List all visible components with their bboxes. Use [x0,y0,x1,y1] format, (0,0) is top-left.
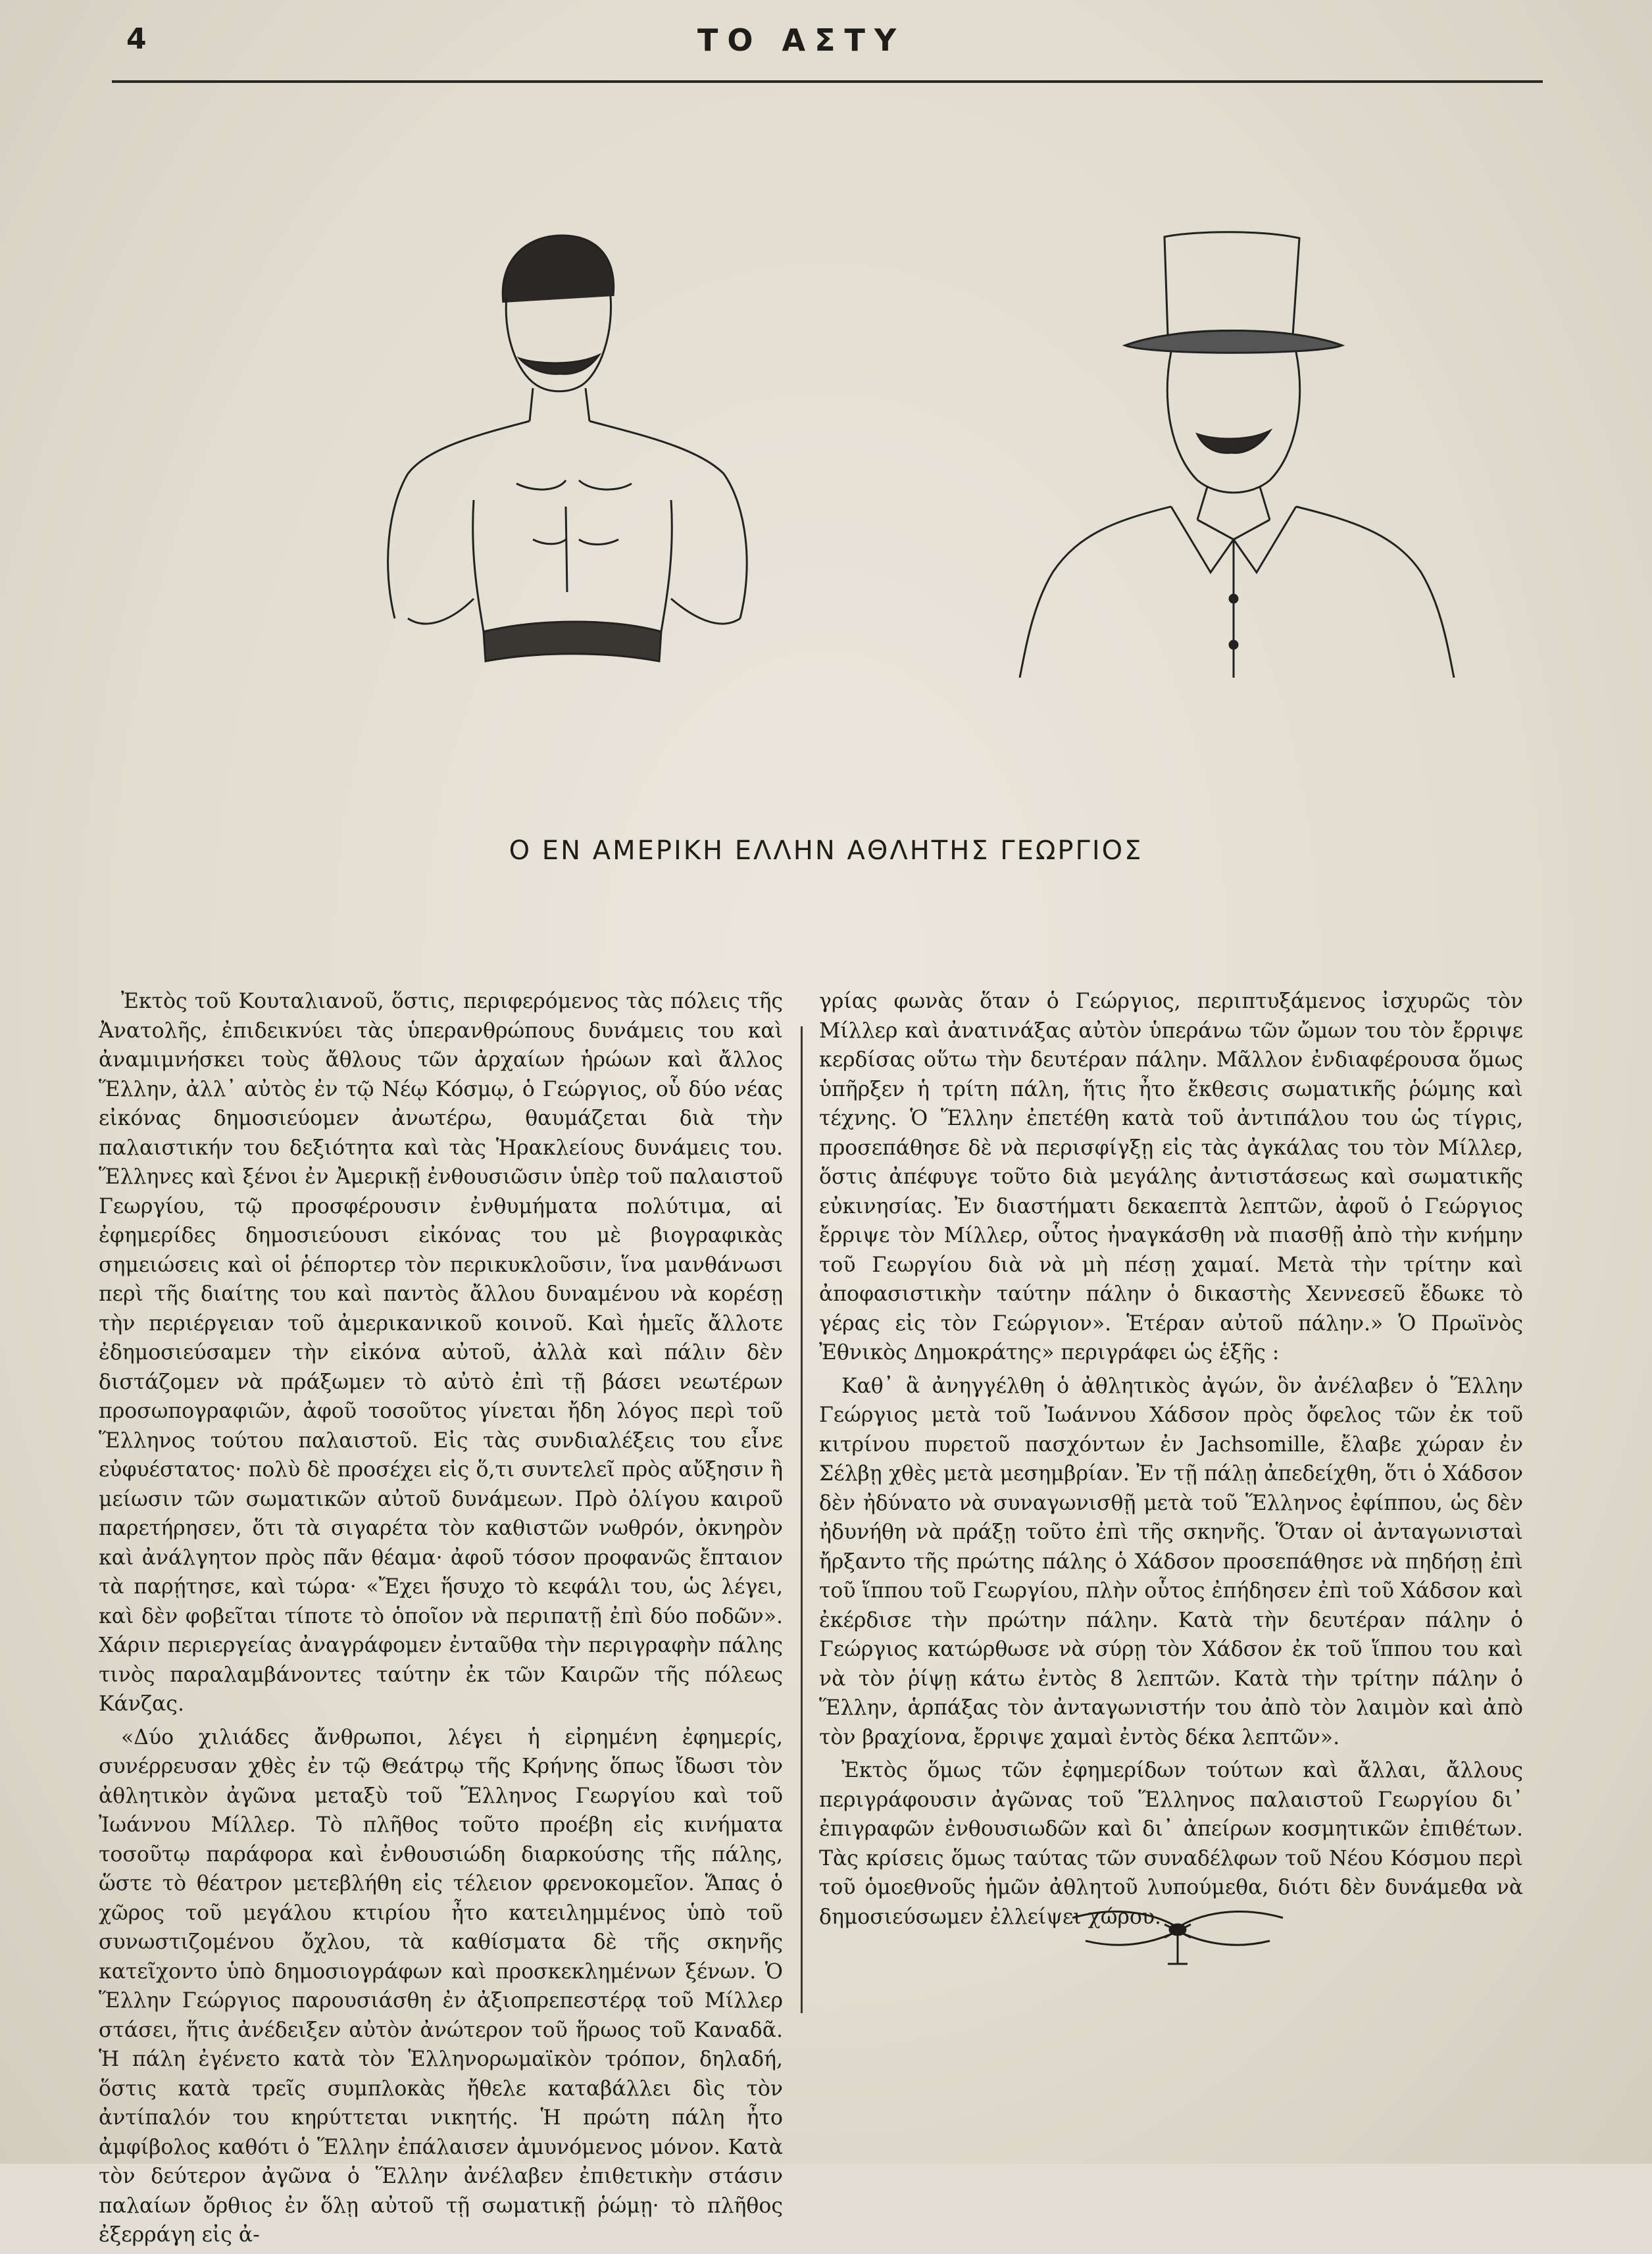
article-left-column [99,987,783,2254]
article-paragraph: Καθ᾽ ἃ ἀνηγγέλθη ὁ ἀθλητικὸς ἀγών, ὃν ἀνέλαβεν ὁ Ἕλλην Γεώργιος μετὰ τοῦ Ἰωάννου Χάδσον πρὸς ὄφελος τῶν ἐκ τοῦ κιτρίνου πυρετοῦ πασχόντων ἐν Jachsomille, ἔλαβε χώραν ἐν Σέλβῃ χθὲς μετὰ μεσημβρίαν. Ἐν τῇ πάλῃ ἀπεδείχθη, ὅτι ὁ Χάδσον δὲν ἠδύνατο νὰ συναγωνισθῇ μετὰ τοῦ Ἕλληνος ἐφίππου, ὡς δὲν ἠδυνήθη νὰ πράξῃ τοῦτο ἐπὶ τῆς σκηνῆς. Ὅταν οἱ ἀνταγωνισταὶ ἤρξαντο τῆς πρώτης πάλης ὁ Χάδσον προσεπάθησε νὰ πηδήσῃ ἐπὶ τοῦ ἵππου τοῦ Γεωργίου, πλὴν οὗτος ἐπήδησεν ἐπὶ τοῦ Χάδσον καὶ ἐκέρδισε τὴν πρώτην πάλην. Κατὰ τὴν δευτέραν πάλην ὁ Γεώργιος κατώρθωσε νὰ σύρῃ τὸν Χάδσον ἐκ τοῦ ἵππου του καὶ νὰ τὸν ῥίψῃ κάτω ἐντὸς 8 λεπτῶν. Κατὰ τὴν τρίτην πάλην ὁ Ἕλλην, ἁρπάξας τὸν ἀνταγωνιστήν του ἀπὸ τὸν λαιμὸν καὶ ἀπὸ τὸν βραχίονα, ἔρριψε χαμαὶ ἐντὸς δέκα λεπτῶν». [819,1374,1523,1749]
article-right-column [819,987,1523,1936]
article-paragraph: γρίας φωνὰς ὅταν ὁ Γεώργιος, περιπτυξάμενος ἰσχυρῶς τὸν Μίλλερ καὶ ἀνατινάξας αὐτὸν ὑπεράνω τῶν ὤμων του τὸν ἔρριψε κερδίσας οὕτω τὴν δευτέραν πάλην. Μᾶλλον ἐνδιαφέρουσα ὅμως ὑπῆρξεν ἡ τρίτη πάλη, ἥτις ἦτο ἔκθεσις σωματικῆς ῥώμης καὶ τέχνης. Ὁ Ἕλλην ἐπετέθη κατὰ τοῦ ἀντιπάλου του ὡς τίγρις, προσεπάθησε δὲ νὰ περισφίγξῃ εἰς τὰς ἀγκάλας του τὸν Μίλλερ, ὅστις ἀπέφυγε τοῦτο διὰ μεγάλης ἀντιστάσεως καὶ σωματικῆς εὐκινησίας. Ἐν διαστήματι δεκαεπτὰ λεπτῶν, ἀφοῦ ὁ Γεώργιος ἔρριψε τὸν Μίλλερ, οὗτος ἠναγκάσθη νὰ πιασθῇ ἀπὸ τὴν κνήμην τοῦ Γεωργίου διὰ νὰ μὴ πέσῃ χαμαί. Μετὰ τὴν τρίτην καὶ ἀποφασιστικὴν ταύτην πάλην ὁ δικαστὴς Χεννεσεῦ ἔδωκε τὸ γέρας εἰς τὸν Γεώργιον». Ἑτέραν αὐτοῦ πάλην.» Ὁ Πρωϊνὸς Ἐθνικὸς Δημοκράτης» περιγράφει ὡς ἑξῆς : [819,989,1523,1365]
newspaper-title: ΤΟ ΑΣΤΥ [697,22,906,58]
article-paragraph: «Δύο χιλιάδες ἄνθρωποι, λέγει ἡ εἰρημένη ἐφημερίς, συνέρρευσαν χθὲς ἐν τῷ Θεάτρῳ τῆς Κρήνης ὅπως ἴδωσι τὸν ἀθλητικὸν ἀγῶνα μεταξὺ τοῦ Ἕλληνος Γεωργίου καὶ τοῦ Ἰωάννου Μίλλερ. Τὸ πλῆθος τοῦτο προέβη εἰς κινήματα τοσοῦτῳ παράφορα καὶ ἐνθουσιώδη διαρκούσης τῆς πάλης, ὥστε τὸ θέατρον μετεβλήθη εἰς τέλειον φρενοκομεῖον. Ἅπας ὁ χῶρος τοῦ μεγάλου κτιρίου ἦτο κατειλημμένος ὑπὸ τοῦ συνωστιζομένου ὄχλου, τὰ καθίσματα δὲ τῆς σκηνῆς κατεῖχοντο ὑπὸ δημοσιογράφων καὶ προσκεκλημένων ξένων. Ὁ Ἕλλην Γεώργιος παρουσιάσθη ἐν ἀξιοπρεπεστέρᾳ τοῦ Μίλλερ στάσει, ἥτις ἀνέδειξεν αὐτὸν ἀνώτερον τοῦ ἥρωος τοῦ Καναδᾶ. Ἡ πάλη ἐγένετο κατὰ τὸν Ἑλληνορωμαϊκὸν τρόπον, δηλαδή, ὅστις κατὰ τρεῖς συμπλοκὰς ἤθελε καταβάλλει δὶς τὸν ἀντίπαλόν του κηρύττεται νικητής. Ἡ πρώτη πάλη ἦτο ἀμφίβολος καθότι ὁ Ἕλλην ἐπάλαισεν ἀμυνόμενος μόνον. Κατὰ τὸν δεύτερον ἀγῶνα ὁ Ἕλλην ἀνέλαβεν ἐπιθετικὴν στάσιν παλαίων ὄρθιος ἐν ὅλῃ αὐτοῦ τῇ σωματικῇ ῥώμῃ· τὸ πλῆθος ἐξερράγη εἰς ἀ- [99,1725,783,2247]
end-ornament-icon [1066,1878,1289,1977]
page-number: 4 [126,22,147,56]
header-rule [112,80,1543,83]
article-paragraph: Ἐκτὸς ὅμως τῶν ἐφημερίδων τούτων καὶ ἄλλαι, ἄλλους περιγράφουσιν ἀγῶνας τοῦ Ἕλληνος παλαιστοῦ Γεωργίου δι᾽ ἐπιγραφῶν ἐνθουσιωδῶν καὶ δι᾽ ἀπείρων κοσμητικῶν ἐπιθέτων. Τὰς κρίσεις ὅμως ταύτας τῶν συναδέλφων τοῦ Νέου Κόσμου περὶ τοῦ ὁμοεθνοῦς ἡμῶν ἀθλητοῦ λυπούμεθα, διότι δὲν δυνάμεθα νὰ δημοσιεύσωμεν ἐλλείψει χώρου. [819,1759,1523,1929]
illustration-caption: Ο ΕΝ ΑΜΕΡΙΚΗ ΕΛΛΗΝ ΑΘΛΗΤΗΣ ΓΕΩΡΓΙΟΣ [509,836,1143,866]
column-divider [801,1026,803,2013]
article-paragraph: Ἐκτὸς τοῦ Κουταλιανοῦ, ὅστις, περιφερόμενος τὰς πόλεις τῆς Ἀνατολῆς, ἐπιδεικνύει τὰς ὑπερανθρώπους δυνάμεις του καὶ ἀναμιμνήσκει τοὺς ἄθλους τῶν ἀρχαίων ἡρώων καὶ ἄλλος Ἕλλην, ἀλλ᾽ αὐτὸς ἐν τῷ Νέῳ Κόσμῳ, ὁ Γεώργιος, οὗ δύο νέας εἰκόνας δημοσιεύομεν ἀνωτέρω, θαυμάζεται διὰ τὴν παλαιστικήν του δεξιότητα καὶ τὰς Ἡρακλείους δυνάμεις του. Ἕλληνες καὶ ξένοι ἐν Ἀμερικῇ ἐνθουσιῶσιν ὑπὲρ τοῦ παλαιστοῦ Γεωργίου, τῷ προσφέρουσιν ἐνθυμήματα πολύτιμα, αἱ ἐφημερίδες δημοσιεύουσι εἰκόνας του μὲ βιογραφικὰς σημειώσεις καὶ οἱ ῥέπορτερ τὸν περικυκλοῦσιν, ἵνα μανθάνωσι περὶ τῆς διαίτης του καὶ παντὸς ἄλλου δυναμένου νὰ κορέσῃ τὴν περιέργειαν τοῦ ἀμερικανικοῦ κοινοῦ. Καὶ ἡμεῖς ἄλλοτε ἐδημοσιεύσαμεν τὴν εἰκόνα αὐτοῦ, ἀλλὰ καὶ πάλιν δὲν διστάζομεν νὰ πράξωμεν τὸ αὐτὸ ἐπὶ τῇ βάσει νεωτέρων προσωπογραφιῶν, ἀφοῦ τοσοῦτος γίνεται ἤδη λόγος περὶ τοῦ Ἕλληνος τούτου παλαιστοῦ. Εἰς τὰς συνδιαλέξεις του εἶνε εὐφυέστατος· πολὺ δὲ προσέχει εἰς ὅ,τι συντελεῖ πρὸς αὔξησιν ἢ μείωσιν τῶν σωματικῶν αὐτοῦ δυνάμεων. Πρὸ ὀλίγου καιροῦ παρετήρησεν, ὅτι τὰ σιγαρέτα τὸν καθιστῶν νωθρόν, ὀκνηρὸν καὶ ἀνάλγητον πρὸς πᾶν θέαμα· ἀφοῦ τόσον προφανῶς ἔπταιον τὰ παρῄτησε, καὶ τώρα· «Ἔχει ἥσυχο τὸ κεφάλι του, ὡς λέγει, καὶ δὲν φοβεῖται τίποτε τὸ ὁποῖον νὰ περιπατῇ ἐπὶ δύο ποδῶν». Χάριν περιεργείας ἀναγράφομεν ἐνταῦθα τὴν περιγραφὴν πάλης τινὸς παραλαμβάνοντες ταύτην ἐκ τῶν Καιρῶν τῆς πόλεως Κάνζας. [99,989,783,1716]
gentleman-portrait [1000,230,1474,678]
wrestler-portrait [368,224,776,684]
